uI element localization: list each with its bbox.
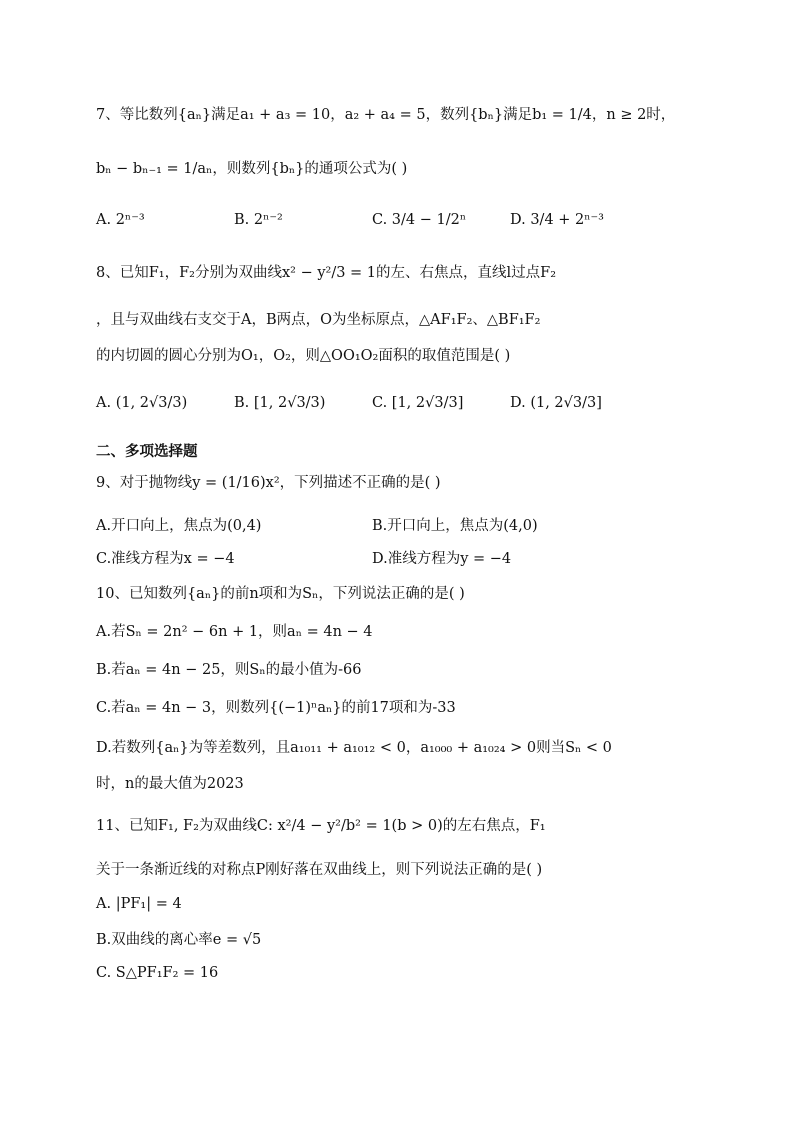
q10-option-c: C.若aₙ = 4n − 3，则数列{(−1)ⁿaₙ}的前17项和为-33 bbox=[96, 700, 456, 716]
q10-line1: 10、已知数列{aₙ}的前n项和为Sₙ，下列说法正确的是( ) bbox=[96, 586, 465, 602]
q11-line2: 关于一条渐近线的对称点P刚好落在双曲线上，则下列说法正确的是( ) bbox=[96, 862, 543, 878]
q11-option-a: A. |PF₁| = 4 bbox=[96, 896, 182, 912]
q7-option-b: B. 2ⁿ⁻² bbox=[234, 212, 283, 228]
q8-option-a: A. (1, 2√3/3) bbox=[96, 395, 188, 411]
q11-option-c: C. S△PF₁F₂ = 16 bbox=[96, 965, 219, 981]
q8-options bbox=[96, 396, 734, 446]
q8-line3: 的内切圆的圆心分别为O₁，O₂，则△OO₁O₂面积的取值范围是( ) bbox=[96, 348, 511, 364]
q8-line2: ，且与双曲线右支交于A，B两点，O为坐标原点，△AF₁F₂、△BF₁F₂ bbox=[96, 312, 541, 328]
q9-option-d: D.准线方程为y = −4 bbox=[372, 551, 512, 567]
q9-option-b: B.开口向上，焦点为(4,0) bbox=[372, 518, 538, 534]
q7-line2: bₙ − bₙ₋₁ = 1/aₙ，则数列{bₙ}的通项公式为( ) bbox=[96, 161, 408, 177]
section-heading-multiple-choice: 二、多项选择题 bbox=[96, 444, 198, 460]
q8-option-c: C. [1, 2√3/3] bbox=[372, 395, 464, 411]
q9-line1: 9、对于抛物线y = (1/16)x²，下列描述不正确的是( ) bbox=[96, 475, 441, 491]
q11-line1: 11、已知F₁, F₂为双曲线C: x²/4 − y²/b² = 1(b > 0)的左右焦点，F₁ bbox=[96, 818, 546, 834]
q8-line1: 8、已知F₁，F₂分别为双曲线x² − y²/3 = 1的左、右焦点，直线l过点F₂ bbox=[96, 265, 557, 281]
q9-option-c: C.准线方程为x = −4 bbox=[96, 551, 235, 567]
q8-option-d: D. (1, 2√3/3] bbox=[510, 395, 602, 411]
q7-options bbox=[96, 213, 734, 263]
q7-line1: 7、等比数列{aₙ}满足a₁ + a₃ = 10，a₂ + a₄ = 5，数列{bₙ}满足b₁ = 1/4，n ≥ 2时， bbox=[96, 107, 676, 123]
q7-option-c: C. 3/4 − 1/2ⁿ bbox=[372, 212, 467, 228]
q7-option-d: D. 3/4 + 2ⁿ⁻³ bbox=[510, 212, 604, 228]
q10-option-d-line1: D.若数列{aₙ}为等差数列，且a₁₀₁₁ + a₁₀₁₂ < 0，a₁₀₀₀ + a₁₀₂₄ > 0则当Sₙ < 0 bbox=[96, 740, 612, 756]
q9-option-a: A.开口向上，焦点为(0,4) bbox=[96, 518, 262, 534]
q10-option-b: B.若aₙ = 4n − 25，则Sₙ的最小值为-66 bbox=[96, 662, 362, 678]
q11-option-b: B.双曲线的离心率e = √5 bbox=[96, 932, 262, 948]
q10-option-d-line2: 时，n的最大值为2023 bbox=[96, 776, 244, 792]
q10-option-a: A.若Sₙ = 2n² − 6n + 1，则aₙ = 4n − 4 bbox=[96, 624, 373, 640]
q8-option-b: B. [1, 2√3/3) bbox=[234, 395, 326, 411]
q7-option-a: A. 2ⁿ⁻³ bbox=[96, 212, 145, 228]
